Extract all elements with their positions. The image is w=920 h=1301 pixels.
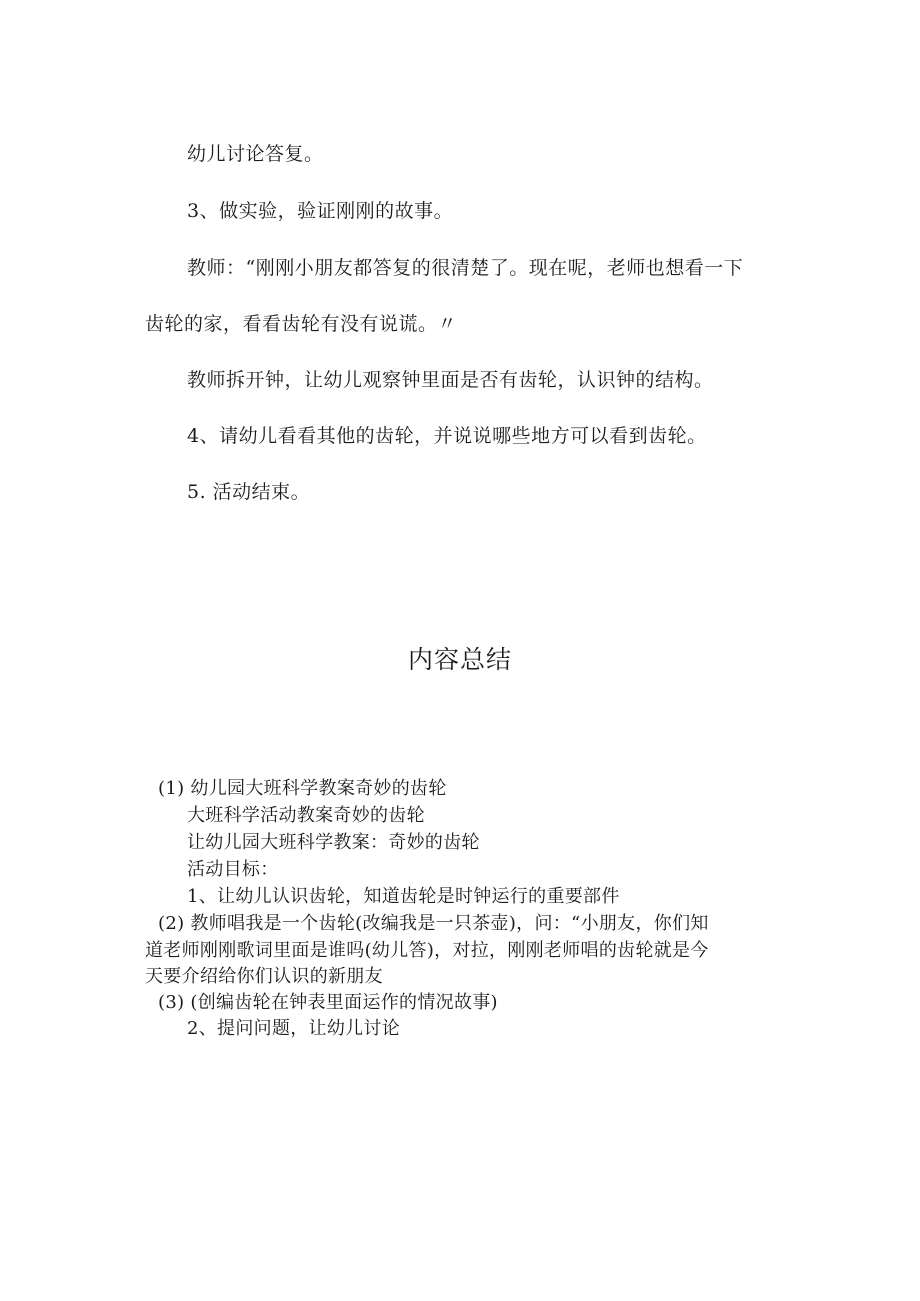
summary-line-3: 让幼儿园大班科学教案：奇妙的齿轮 <box>187 832 480 853</box>
summary-line-6: (2) 教师唱我是一个齿轮(改编我是一只茶壶)，问：“小朋友，你们知 <box>158 913 709 934</box>
summary-title: 内容总结 <box>407 645 512 674</box>
summary-line-2: 大班科学活动教案奇妙的齿轮 <box>187 805 425 826</box>
paragraph-teacher-clock: 教师拆开钟，让幼儿观察钟里面是否有齿轮，认识钟的结构。 <box>187 369 714 391</box>
paragraph-step-5: 5. 活动结束。 <box>187 481 311 503</box>
paragraph-step-3: 3、做实验，验证刚刚的故事。 <box>187 200 454 222</box>
summary-line-10: 2、提问问题，让幼儿讨论 <box>187 1018 401 1039</box>
summary-line-7: 道老师刚刚歌词里面是谁吗(幼儿答)，对拉，刚刚老师唱的齿轮就是今 <box>145 940 709 961</box>
paragraph-step-4: 4、请幼儿看看其他的齿轮，并说说哪些地方可以看到齿轮。 <box>187 425 707 447</box>
summary-line-5: 1、让幼儿认识齿轮，知道齿轮是时钟运行的重要部件 <box>187 886 620 907</box>
summary-line-1: (1) 幼儿园大班科学教案奇妙的齿轮 <box>158 778 447 799</box>
paragraph-children-discuss: 幼儿讨论答复。 <box>187 143 324 165</box>
summary-line-9: (3) (创编齿轮在钟表里面运作的情况故事) <box>158 992 498 1013</box>
paragraph-teacher-quote-line1: 教师：“刚刚小朋友都答复的很清楚了。现在呢，老师也想看一下 <box>187 257 744 279</box>
paragraph-teacher-quote-line2: 齿轮的家，看看齿轮有没有说谎。〃 <box>145 313 458 335</box>
summary-line-8: 天要介绍给你们认识的新朋友 <box>145 966 383 987</box>
summary-line-4: 活动目标： <box>187 859 279 880</box>
